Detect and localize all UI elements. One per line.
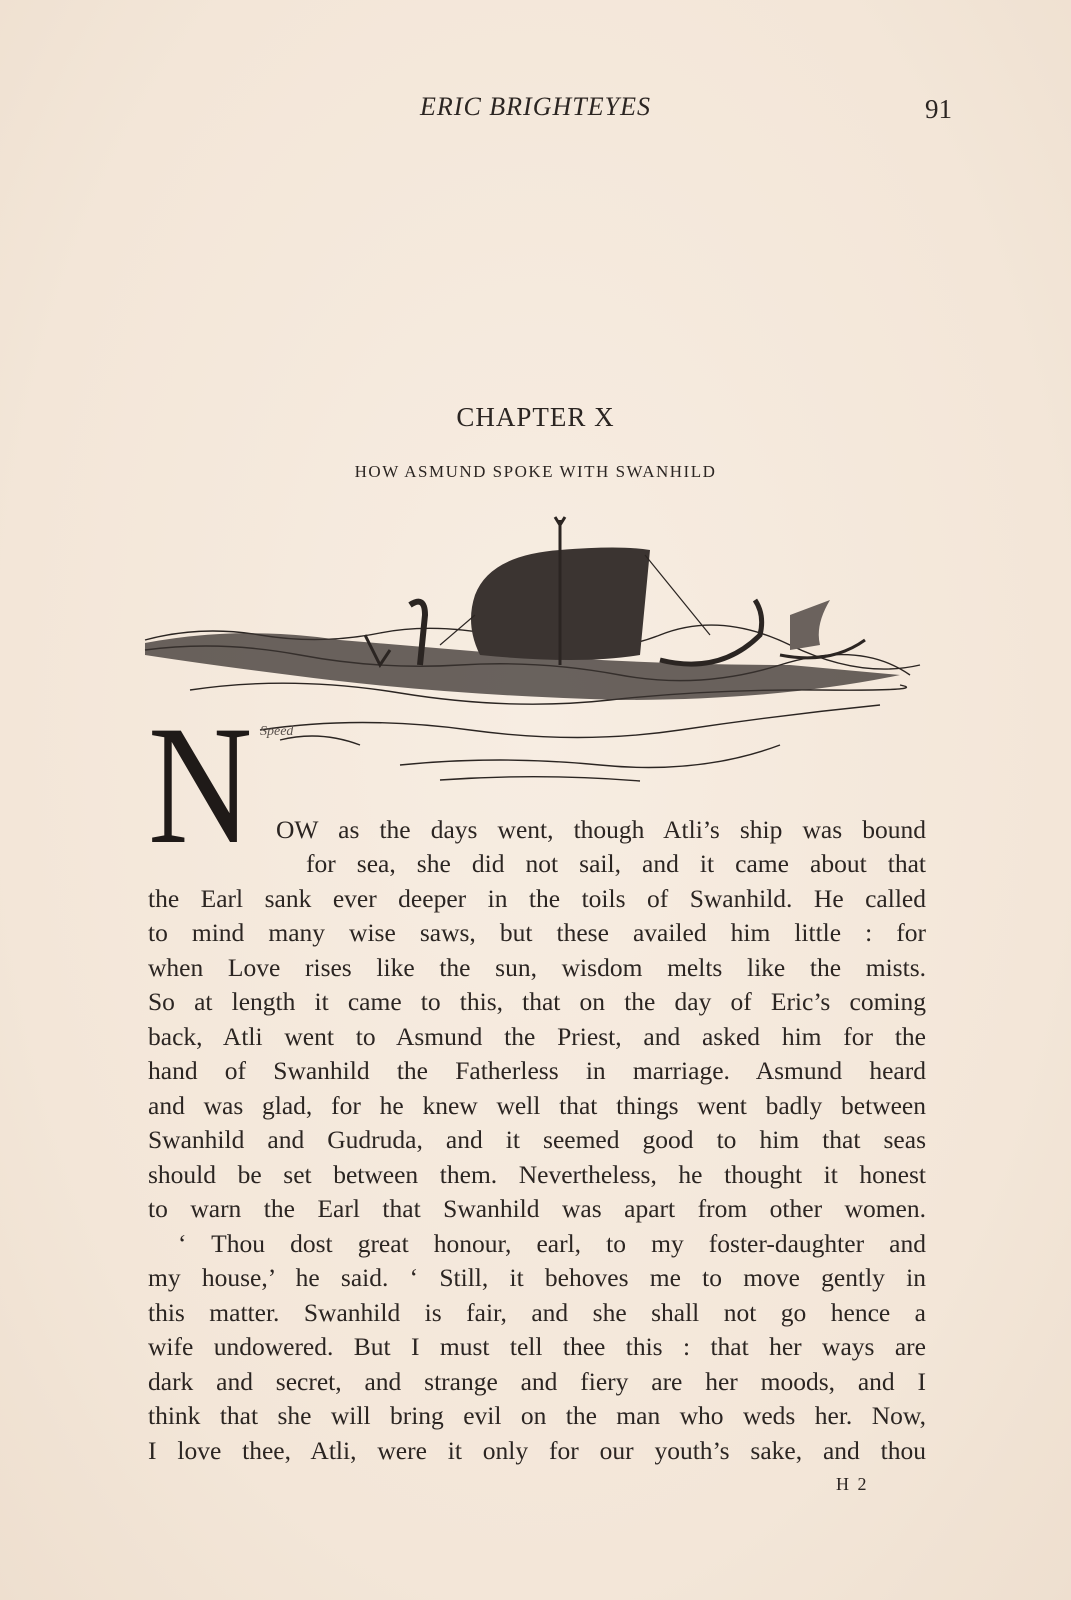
text-line: back, Atli went to Asmund the Priest, and asked him for the [148, 1022, 926, 1051]
text-line: So at length it came to this, that on the day of Eric’s coming [148, 987, 926, 1016]
text-line: dark and secret, and strange and fiery are her moods, and I [148, 1367, 926, 1396]
viking-ship-illustration [140, 515, 940, 800]
chapter-title: CHAPTER X [456, 402, 615, 432]
text-line: think that she will bring evil on the man who weds her. Now, [148, 1401, 926, 1430]
text-line: when Love rises like the sun, wisdom melts like the mists. [148, 953, 926, 982]
chapter-subtitle: HOW ASMUND SPOKE WITH SWANHILD [354, 462, 717, 481]
text-line: and was glad, for he knew well that things went badly between [148, 1091, 926, 1120]
text-line: to warn the Earl that Swanhild was apart from other women. [148, 1194, 926, 1223]
page-number: 91 [925, 94, 952, 124]
drop-cap: N [148, 691, 253, 879]
text-line: Swanhild and Gudruda, and it seemed good to him that seas [148, 1125, 926, 1154]
text-line: this matter. Swanhild is fair, and she shall not go hence a [148, 1298, 926, 1327]
text-line: should be set between them. Nevertheless, he thought it honest [148, 1160, 926, 1189]
text-line: for sea, she did not sail, and it came about that [306, 849, 926, 878]
signature-mark: H 2 [836, 1474, 869, 1494]
text-line: to mind many wise saws, but these availed him little : for [148, 918, 926, 947]
text-line: the Earl sank ever deeper in the toils of Swanhild. He called [148, 884, 926, 913]
illustrator-signature: Speed [260, 724, 294, 739]
text-line: my house,’ he said. ‘ Still, it behoves me to move gently in [148, 1263, 926, 1292]
text-line: OW as the days went, though Atli’s ship was bound [276, 815, 926, 844]
text-line: hand of Swanhild the Fatherless in marriage. Asmund heard [148, 1056, 926, 1085]
text-line: ‘ Thou dost great honour, earl, to my foster-daughter and [178, 1229, 926, 1258]
text-line: wife undowered. But I must tell thee this : that her ways are [148, 1332, 926, 1361]
running-title: ERIC BRIGHTEYES [420, 92, 651, 121]
text-line: I love thee, Atli, were it only for our youth’s sake, and thou [148, 1436, 926, 1465]
